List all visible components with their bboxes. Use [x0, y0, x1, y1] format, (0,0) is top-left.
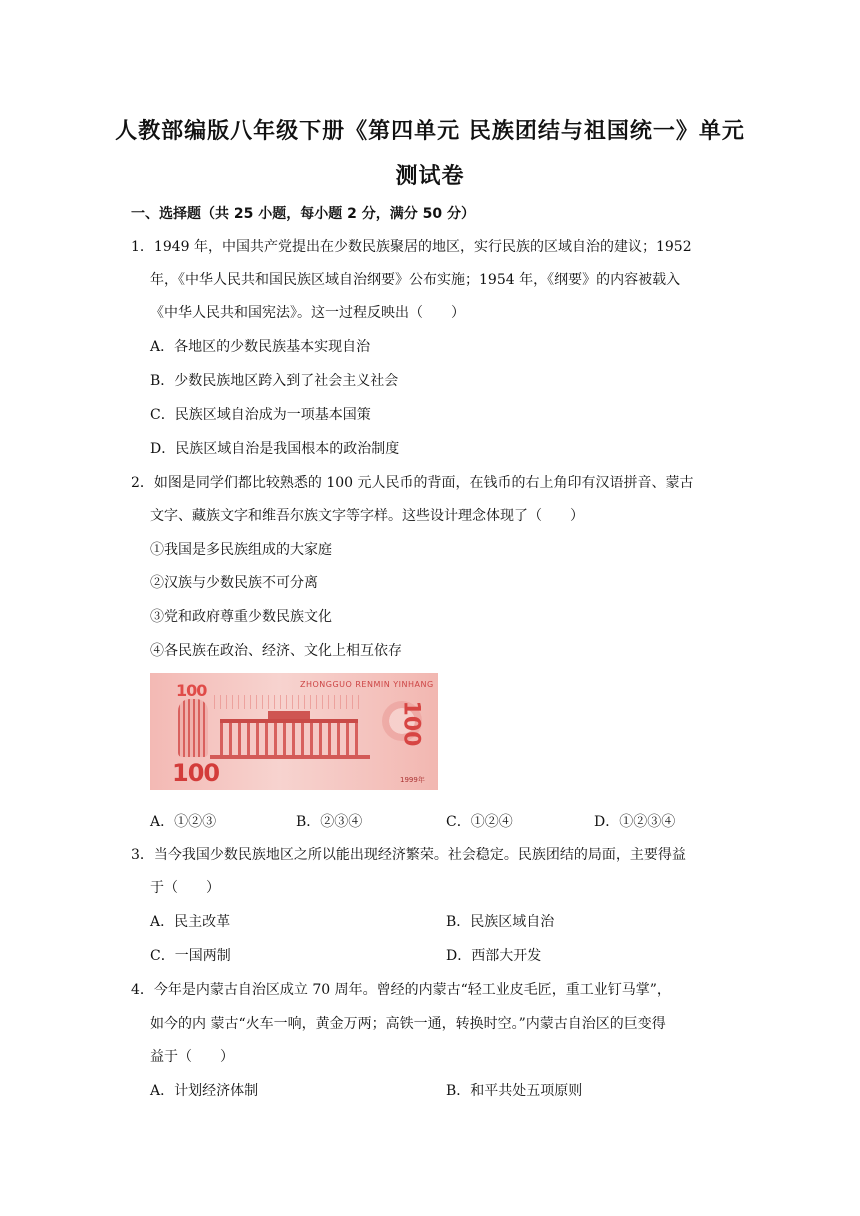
q2-option-d: D．①②③④: [594, 814, 676, 830]
q2-stem-line1: 2．如图是同学们都比较熟悉的 100 元人民币的背面，在钱币的右上角印有汉语拼音、蒙古: [131, 475, 694, 491]
q1-option-a: A．各地区的少数民族基本实现自治: [150, 339, 371, 355]
q3-option-c: C．一国两制: [150, 948, 231, 964]
q2-item-4: ④各民族在政治、经济、文化上相互依存: [150, 643, 402, 659]
q3-option-d: D．西部大开发: [446, 948, 542, 964]
q1-option-d: D．民族区域自治是我国根本的政治制度: [150, 441, 400, 457]
q1-stem-line3: 《中华人民共和国宪法》。这一过程反映出（ ）: [150, 305, 465, 321]
q2-item-1: ①我国是多民族组成的大家庭: [150, 542, 332, 558]
q4-stem-line2: 如今的内 蒙古“火车一响，黄金万两；高铁一通，转换时空。”内蒙古自治区的巨变得: [150, 1016, 666, 1032]
q4-option-b: B．和平共处五项原则: [446, 1083, 583, 1099]
q2-option-b: B．②③④: [296, 814, 363, 830]
q2-item-2: ②汉族与少数民族不可分离: [150, 575, 318, 591]
exam-title-line1: 人教部编版八年级下册《第四单元 民族团结与祖国统一》单元: [115, 119, 745, 144]
banknote-100-yuan-image: [150, 673, 438, 790]
q4-option-a: A．计划经济体制: [150, 1083, 259, 1099]
q2-item-3: ③党和政府尊重少数民族文化: [150, 609, 332, 625]
exam-title-line2: 测试卷: [395, 164, 465, 189]
q3-stem-line1: 3．当今我国少数民族地区之所以能出现经济繁荣。社会稳定。民族团结的局面，主要得益: [131, 847, 686, 863]
q1-stem-line2: 年，《中华人民共和国民族区域自治纲要》公布实施；1954 年，《纲要》的内容被载入: [150, 272, 681, 288]
q2-option-c: C．①②④: [446, 814, 513, 830]
banknote-denomination-top: 100: [176, 681, 207, 700]
banknote-great-hall: [220, 719, 358, 757]
section-heading: 一、选择题（共 25 小题，每小题 2 分，满分 50 分）: [131, 206, 475, 222]
q4-stem-line3: 益于（ ）: [150, 1049, 234, 1065]
banknote-pinyin: ZHONGGUO RENMIN YINHANG: [300, 680, 434, 689]
q1-stem-line1: 1．1949 年，中国共产党提出在少数民族聚居的地区，实行民族的区域自治的建议；1952: [131, 239, 692, 255]
banknote-denomination-right: 100: [398, 700, 424, 747]
banknote-year: 1999年: [400, 776, 425, 784]
q1-option-c: C．民族区域自治成为一项基本国策: [150, 407, 371, 423]
q2-stem-line2: 文字、藏族文字和维吾尔族文字等字样。这些设计理念体现了（ ）: [150, 508, 584, 524]
q3-stem-line2: 于（ ）: [150, 880, 220, 896]
banknote-denomination-bottom: 100: [172, 759, 220, 787]
q3-option-a: A．民主改革: [150, 914, 231, 930]
q4-stem-line1: 4．今年是内蒙古自治区成立 70 周年。曾经的内蒙古“轻工业皮毛匠，重工业钉马掌”，: [131, 982, 671, 998]
banknote-ground: [210, 755, 370, 759]
q1-option-b: B．少数民族地区跨入到了社会主义社会: [150, 373, 399, 389]
banknote-pattern: [214, 695, 364, 709]
q3-option-b: B．民族区域自治: [446, 914, 555, 930]
q2-option-a: A．①②③: [150, 814, 217, 830]
banknote-column: [178, 699, 208, 757]
